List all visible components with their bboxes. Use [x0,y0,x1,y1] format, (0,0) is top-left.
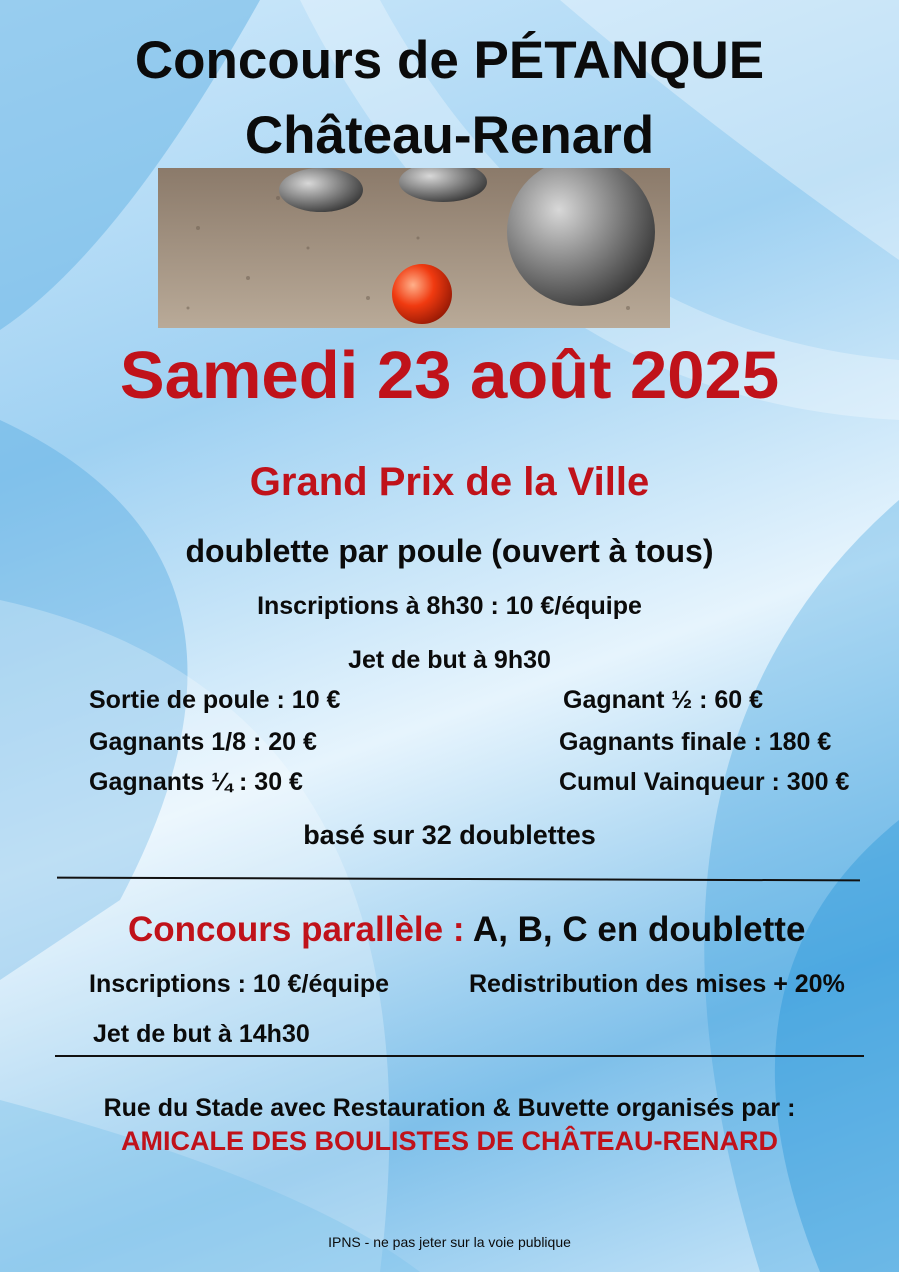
parallel-label: Concours parallèle : [128,910,465,949]
title-line-1: Concours de PÉTANQUE [134,31,765,90]
grand-prix-format: doublette par poule (ouvert à tous) [185,533,714,569]
divider [55,1055,864,1057]
prize-left: Gagnants 1/8 : 20 € [89,728,317,756]
organizer-name: AMICALE DES BOULISTES DE CHÂTEAU-RENARD [120,1126,779,1156]
parallel-redistribution: Redistribution des mises + 20% [469,970,845,998]
parallel-registration: Inscriptions : 10 €/équipe [89,970,390,998]
prize-right: Gagnant ½ : 60 € [563,686,764,714]
petanque-photo [158,168,670,328]
prize-right: Gagnants finale : 180 € [559,728,832,756]
parallel-heading [128,910,805,950]
grand-prix-registration: Inscriptions à 8h30 : 10 €/équipe [257,592,642,620]
grand-prix-title: Grand Prix de la Ville [249,460,650,504]
event-date: Samedi 23 août 2025 [119,338,780,413]
prize-left: Gagnants ¼ : 30 € [89,768,303,796]
title-line-2: Château-Renard [244,106,655,165]
prize-left: Sortie de poule : 10 € [89,686,341,714]
grand-prix-jet: Jet de but à 9h30 [348,646,551,674]
parallel-value: A, B, C en doublette [472,910,806,949]
petanque-boules-icon [158,168,670,328]
grand-prix-basis: basé sur 32 doublettes [303,820,596,850]
parallel-jet: Jet de but à 14h30 [93,1020,310,1048]
ipns-notice: IPNS - ne pas jeter sur la voie publique [328,1234,571,1250]
venue-text: Rue du Stade avec Restauration & Buvette organisés par : [103,1094,796,1122]
prize-right: Cumul Vainqueur : 300 € [559,768,850,796]
